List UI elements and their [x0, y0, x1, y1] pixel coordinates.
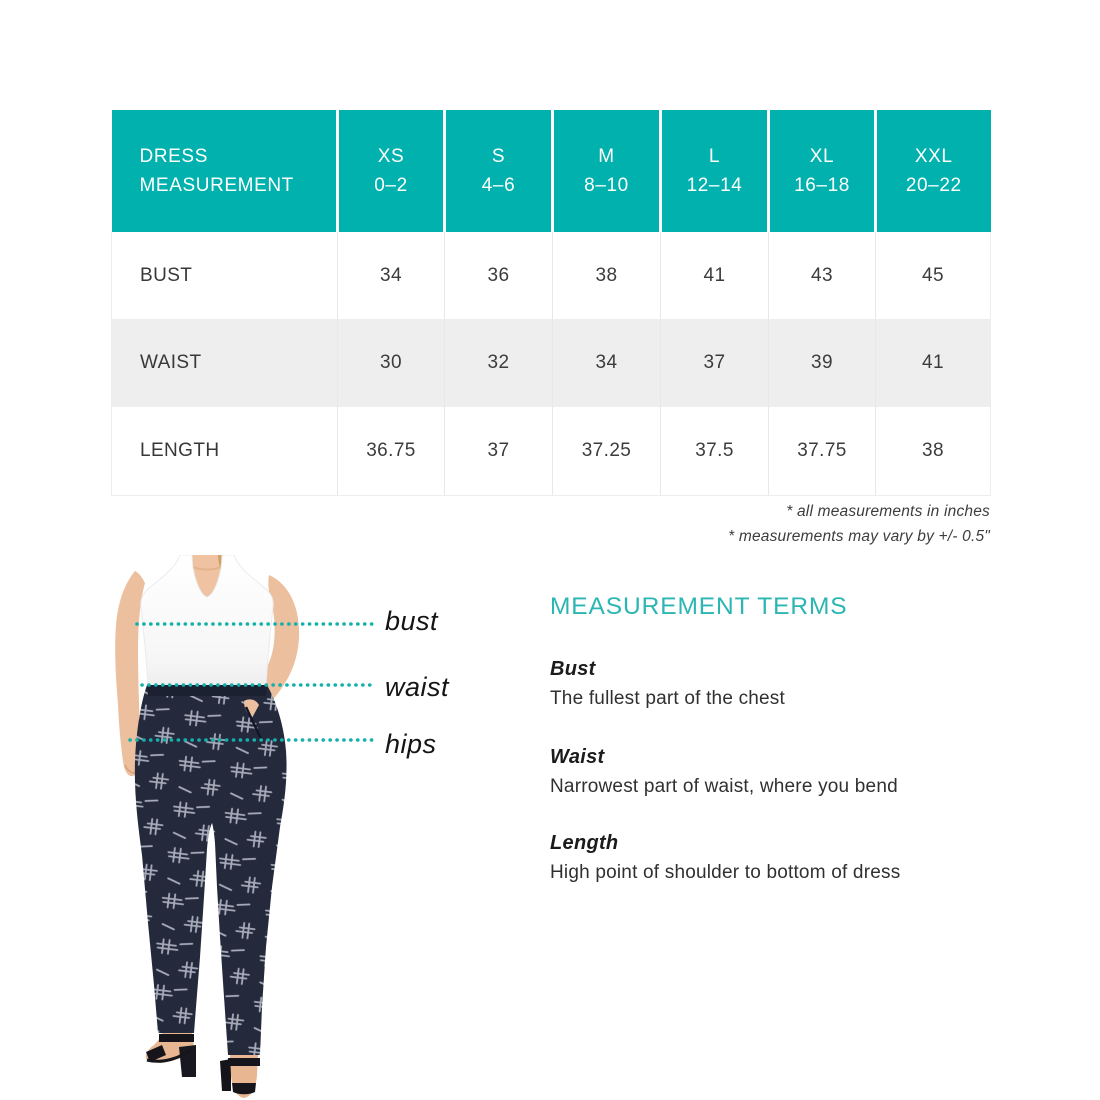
table-row-bust: [112, 232, 991, 319]
table-row-length: [112, 407, 991, 495]
header-cell-xxl: [876, 110, 991, 232]
model-figure-svg: [95, 555, 375, 1100]
header-title-line2: MEASUREMENT: [139, 175, 294, 196]
value-cell: 38: [553, 232, 661, 319]
size-label: M: [598, 146, 615, 167]
size-label: XS: [377, 146, 405, 167]
size-range: 12–14: [686, 175, 743, 196]
pants-waistband: [147, 685, 267, 696]
value-cell: 30: [338, 319, 445, 407]
table-footnotes: [111, 499, 990, 549]
size-label: XXL: [914, 146, 953, 167]
model-photo: [95, 555, 375, 1100]
size-label: L: [708, 146, 721, 167]
measurement-terms-heading: MEASUREMENT TERMS: [550, 593, 848, 620]
term-length-description: High point of shoulder to bottom of dress: [550, 862, 901, 883]
right-shoe-heel: [179, 1045, 196, 1077]
value-cell: 37.25: [553, 407, 661, 495]
row-label: WAIST: [112, 319, 338, 407]
header-cell-xs: [338, 110, 445, 232]
size-label: XL: [809, 146, 835, 167]
term-waist-name: Waist: [550, 746, 605, 768]
term-length: [550, 830, 1030, 886]
value-cell: 38: [876, 407, 991, 495]
right-shoe-ankle-strap: [159, 1034, 194, 1042]
value-cell: 37: [445, 407, 553, 495]
value-cell: 43: [769, 232, 876, 319]
value-cell: 37.5: [661, 407, 769, 495]
row-label: BUST: [112, 232, 338, 319]
value-cell: 41: [661, 232, 769, 319]
term-length-name: Length: [550, 832, 619, 854]
value-cell: 45: [876, 232, 991, 319]
footnote-variance: * measurements may vary by +/- 0.5": [728, 528, 990, 545]
left-shoe-ankle-strap: [228, 1058, 260, 1066]
value-cell: 34: [553, 319, 661, 407]
header-cell-s: [445, 110, 553, 232]
header-cell-l: [661, 110, 769, 232]
size-range: 0–2: [374, 175, 408, 196]
term-bust: [550, 656, 1030, 712]
size-table: [111, 110, 991, 496]
size-range: 20–22: [905, 175, 962, 196]
footnote-inches: * all measurements in inches: [786, 503, 990, 520]
header-title-line1: DRESS: [139, 146, 208, 167]
size-range: 16–18: [794, 175, 850, 196]
table-row-waist: [112, 319, 991, 407]
term-bust-description: The fullest part of the chest: [550, 688, 785, 709]
value-cell: 32: [445, 319, 553, 407]
label-bust: bust: [385, 606, 439, 636]
value-cell: 37: [661, 319, 769, 407]
term-waist: [550, 744, 1030, 800]
label-hips: hips: [385, 729, 437, 759]
term-waist-description: Narrowest part of waist, where you bend: [550, 776, 898, 797]
value-cell: 41: [876, 319, 991, 407]
table-header-row: [112, 110, 991, 232]
value-cell: 39: [769, 319, 876, 407]
size-range: 8–10: [584, 175, 629, 196]
size-label: S: [491, 146, 506, 167]
value-cell: 37.75: [769, 407, 876, 495]
value-cell: 36.75: [338, 407, 445, 495]
value-cell: 36: [445, 232, 553, 319]
left-shoe-toe-strap: [232, 1083, 256, 1094]
row-label: LENGTH: [112, 407, 338, 495]
label-waist: waist: [385, 672, 450, 702]
header-cell-xl: [769, 110, 876, 232]
size-range: 4–6: [481, 175, 516, 196]
value-cell: 34: [338, 232, 445, 319]
term-bust-name: Bust: [550, 658, 596, 680]
header-cell-dress-measurement: [112, 110, 338, 232]
header-cell-m: [553, 110, 661, 232]
